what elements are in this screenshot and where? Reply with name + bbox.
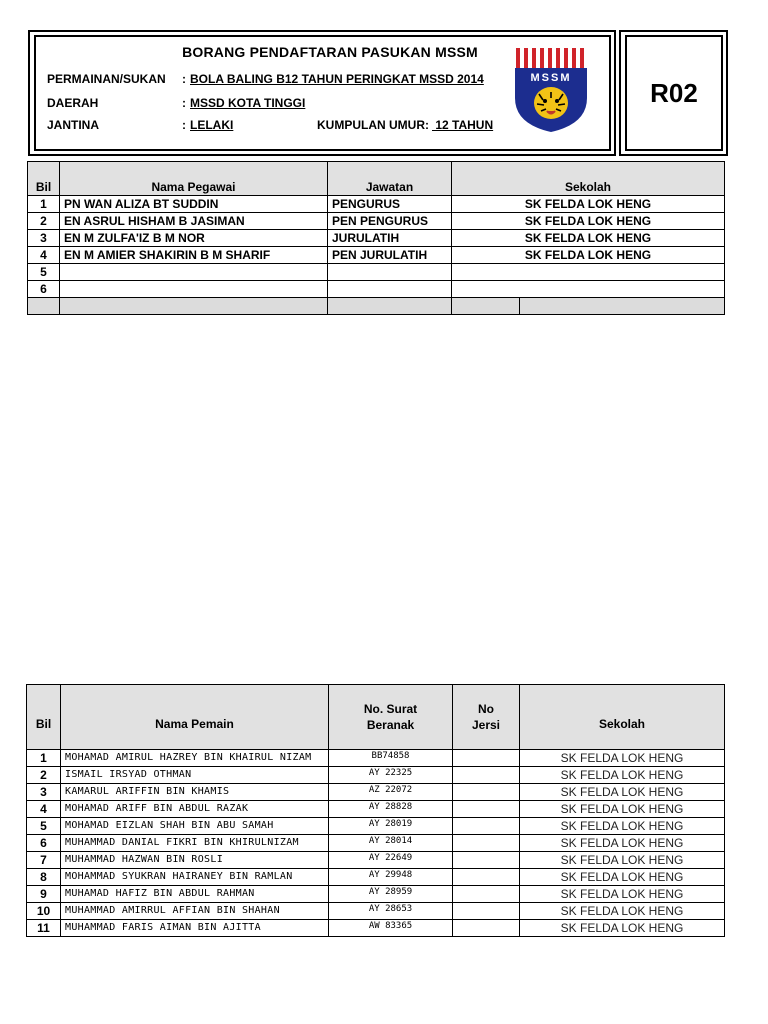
daerah-value: MSSD KOTA TINGGI [190, 96, 306, 110]
player-sekolah: SK FELDA LOK HENG [520, 886, 725, 903]
player-surat: AY 22649 [329, 852, 453, 869]
officer-nama [60, 264, 328, 281]
officer-jawatan [328, 281, 452, 298]
jantina-value: LELAKI [190, 118, 234, 132]
players-header-nama: Nama Pemain [61, 685, 329, 750]
player-surat: AY 28014 [329, 835, 453, 852]
player-sekolah: SK FELDA LOK HENG [520, 852, 725, 869]
table-row [27, 784, 725, 801]
officers-header-row [28, 162, 725, 196]
jantina-label: JANTINA [47, 118, 100, 132]
officer-bil: 3 [28, 230, 60, 247]
player-sekolah: SK FELDA LOK HENG [520, 818, 725, 835]
players-header-sekolah: Sekolah [520, 685, 725, 750]
officer-bil: 6 [28, 281, 60, 298]
players-header-bil: Bil [27, 685, 61, 750]
player-jersi [453, 750, 520, 767]
form-title: BORANG PENDAFTARAN PASUKAN MSSM [182, 44, 478, 60]
jantina-colon: : [182, 118, 186, 132]
table-row-blank [28, 298, 725, 315]
player-jersi [453, 767, 520, 784]
officers-header-jawatan: Jawatan [328, 162, 452, 196]
player-sekolah: SK FELDA LOK HENG [520, 784, 725, 801]
player-nama: MUHAMMAD DANIAL FIKRI BIN KHIRULNIZAM [61, 835, 329, 852]
daerah-label: DAERAH [47, 96, 99, 110]
officer-nama [60, 281, 328, 298]
player-nama: ISMAIL IRSYAD OTHMAN [61, 767, 329, 784]
blank-cell [520, 298, 725, 315]
player-bil: 7 [27, 852, 61, 869]
table-row [27, 886, 725, 903]
player-jersi [453, 835, 520, 852]
officer-bil: 1 [28, 196, 60, 213]
officers-header-bil: Bil [28, 162, 60, 196]
blank-cell [60, 298, 328, 315]
player-surat: AY 28828 [329, 801, 453, 818]
player-sekolah: SK FELDA LOK HENG [520, 835, 725, 852]
table-row [27, 869, 725, 886]
tiger-icon [534, 87, 568, 119]
player-nama: MOHAMMAD SYUKRAN HAIRANEY BIN RAMLAN [61, 869, 329, 886]
player-nama: MUHAMAD HAFIZ BIN ABDUL RAHMAN [61, 886, 329, 903]
officer-bil: 2 [28, 213, 60, 230]
officer-sekolah [452, 264, 725, 281]
player-surat: AZ 22072 [329, 784, 453, 801]
player-sekolah: SK FELDA LOK HENG [520, 903, 725, 920]
table-row [28, 196, 725, 213]
player-jersi [453, 801, 520, 818]
table-row [27, 920, 725, 937]
table-row [27, 818, 725, 835]
player-surat: AY 28959 [329, 886, 453, 903]
player-sekolah: SK FELDA LOK HENG [520, 767, 725, 784]
blank-cell [328, 298, 452, 315]
form-code: R02 [625, 35, 723, 151]
officer-sekolah [452, 281, 725, 298]
table-row [27, 852, 725, 869]
mssm-logo [513, 48, 589, 132]
player-nama: MOHAMAD EIZLAN SHAH BIN ABU SAMAH [61, 818, 329, 835]
player-bil: 5 [27, 818, 61, 835]
player-nama: MUHAMMAD FARIS AIMAN BIN AJITTA [61, 920, 329, 937]
officer-sekolah: SK FELDA LOK HENG [452, 247, 725, 264]
player-nama: KAMARUL ARIFFIN BIN KHAMIS [61, 784, 329, 801]
kumpulan-value: 12 TAHUN [432, 118, 494, 132]
player-sekolah: SK FELDA LOK HENG [520, 801, 725, 818]
player-surat: BB74858 [329, 750, 453, 767]
player-surat: AY 22325 [329, 767, 453, 784]
player-bil: 10 [27, 903, 61, 920]
player-bil: 6 [27, 835, 61, 852]
player-bil: 11 [27, 920, 61, 937]
player-surat: AY 29948 [329, 869, 453, 886]
player-jersi [453, 920, 520, 937]
player-bil: 8 [27, 869, 61, 886]
table-row [27, 750, 725, 767]
officer-jawatan: JURULATIH [328, 230, 452, 247]
player-sekolah: SK FELDA LOK HENG [520, 750, 725, 767]
player-sekolah: SK FELDA LOK HENG [520, 920, 725, 937]
players-table [26, 684, 725, 937]
blank-cell [452, 298, 520, 315]
table-row [27, 903, 725, 920]
permainan-value: BOLA BALING B12 TAHUN PERINGKAT MSSD 2014 [190, 72, 484, 86]
player-jersi [453, 869, 520, 886]
table-row [28, 247, 725, 264]
officer-jawatan [328, 264, 452, 281]
player-nama: MOHAMAD ARIFF BIN ABDUL RAZAK [61, 801, 329, 818]
officer-sekolah: SK FELDA LOK HENG [452, 213, 725, 230]
officer-bil: 4 [28, 247, 60, 264]
officer-sekolah: SK FELDA LOK HENG [452, 196, 725, 213]
player-surat: AW 83365 [329, 920, 453, 937]
officers-header-sekolah: Sekolah [452, 162, 725, 196]
player-nama: MOHAMAD AMIRUL HAZREY BIN KHAIRUL NIZAM [61, 750, 329, 767]
table-row [28, 281, 725, 298]
permainan-label: PERMAINAN/SUKAN [47, 72, 166, 86]
officer-nama: EN ASRUL HISHAM B JASIMAN [60, 213, 328, 230]
player-jersi [453, 818, 520, 835]
officer-nama: EN M ZULFA'IZ B M NOR [60, 230, 328, 247]
players-header-row [27, 685, 725, 750]
blank-cell [28, 298, 60, 315]
officer-nama: PN WAN ALIZA BT SUDDIN [60, 196, 328, 213]
player-sekolah: SK FELDA LOK HENG [520, 869, 725, 886]
table-row [27, 767, 725, 784]
officers-header-nama: Nama Pegawai [60, 162, 328, 196]
daerah-colon: : [182, 96, 186, 110]
player-jersi [453, 852, 520, 869]
players-header-jersi: No Jersi [453, 685, 520, 750]
player-bil: 9 [27, 886, 61, 903]
officer-jawatan: PEN JURULATIH [328, 247, 452, 264]
table-row [28, 213, 725, 230]
officer-jawatan: PEN PENGURUS [328, 213, 452, 230]
player-surat: AY 28653 [329, 903, 453, 920]
player-bil: 4 [27, 801, 61, 818]
officers-table [27, 161, 725, 315]
player-nama: MUHAMMAD HAZWAN BIN ROSLI [61, 852, 329, 869]
player-jersi [453, 903, 520, 920]
officer-bil: 5 [28, 264, 60, 281]
table-row [27, 835, 725, 852]
player-jersi [453, 886, 520, 903]
table-row [28, 264, 725, 281]
players-header-surat: No. Surat Beranak [329, 685, 453, 750]
player-surat: AY 28019 [329, 818, 453, 835]
table-row [27, 801, 725, 818]
player-bil: 2 [27, 767, 61, 784]
player-bil: 3 [27, 784, 61, 801]
player-nama: MUHAMMAD AMIRRUL AFFIAN BIN SHAHAN [61, 903, 329, 920]
kumpulan-label: KUMPULAN UMUR: [317, 118, 429, 132]
officer-nama: EN M AMIER SHAKIRIN B M SHARIF [60, 247, 328, 264]
table-row [28, 230, 725, 247]
player-bil: 1 [27, 750, 61, 767]
logo-text: MSSM [530, 72, 572, 84]
officer-jawatan: PENGURUS [328, 196, 452, 213]
player-jersi [453, 784, 520, 801]
officer-sekolah: SK FELDA LOK HENG [452, 230, 725, 247]
permainan-colon: : [182, 72, 186, 86]
